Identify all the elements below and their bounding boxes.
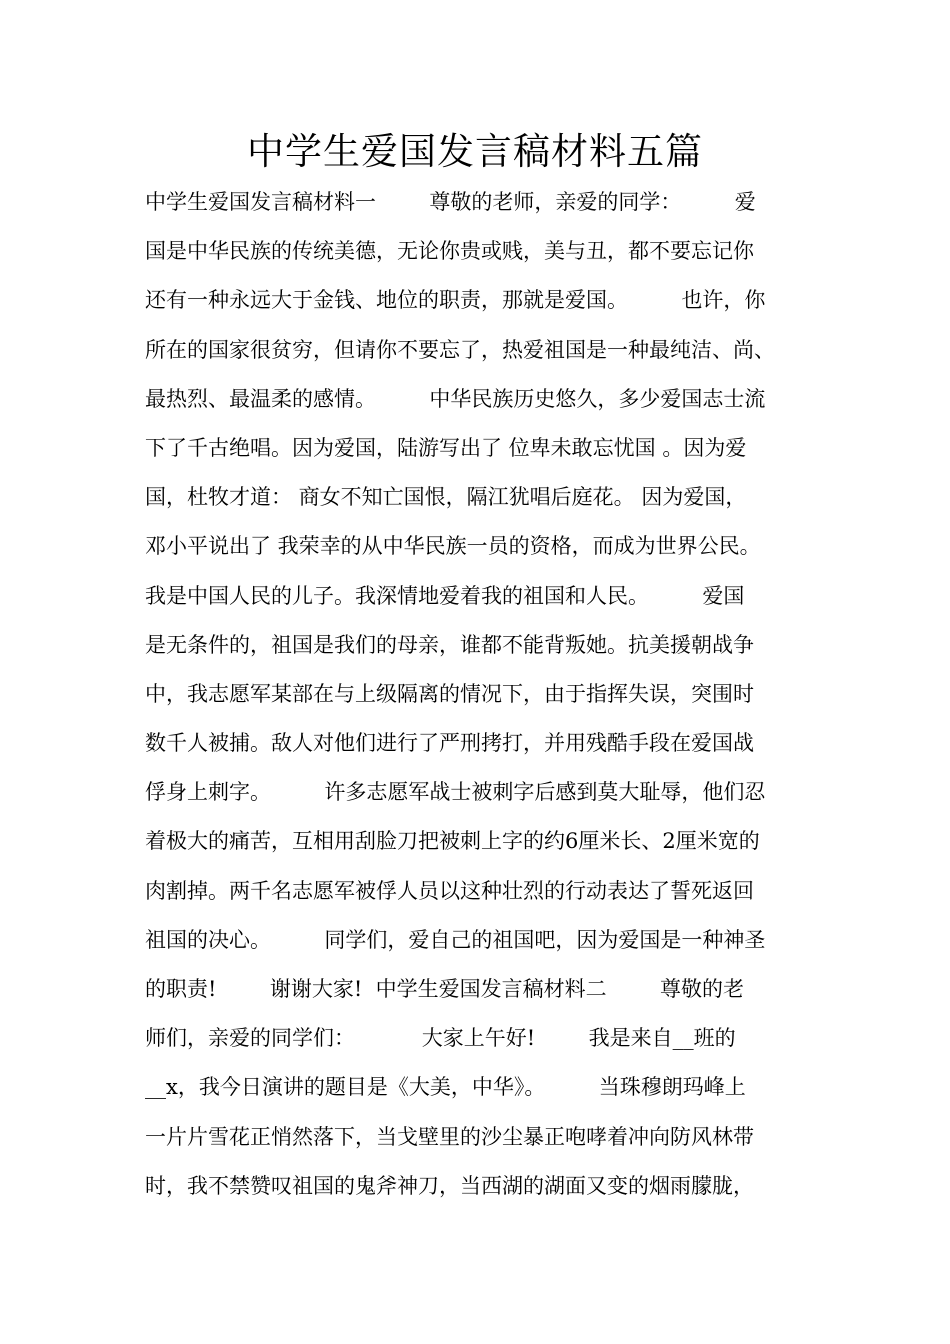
text-line: 我是中国人民的儿子。我深情地爱着我的祖国和人民。 爱国 [145,583,745,608]
text-line: 是无条件的，祖国是我们的母亲，谁都不能背叛她。抗美援朝战争 [145,632,754,657]
text-line: 下了千古绝唱。因为爱国，陆游写出了 位卑未敢忘忧国 。因为爱 [145,435,747,460]
text-line: 俘身上刺字。 许多志愿军战士被刺字后感到莫大耻辱，他们忍 [145,780,766,805]
text-line: 肉割掉。两千名志愿军被俘人员以这种壮烈的行动表达了誓死返回 [145,878,754,903]
text-line: __x，我今日演讲的题目是《大美，中华》。 当珠穆朗玛峰上 [145,1075,746,1100]
document-body [145,178,845,1211]
text-line: 邓小平说出了 我荣幸的从中华民族一员的资格，而成为世界公民。 [145,534,761,559]
text-line: 所在的国家很贫穷，但请你不要忘了，热爱祖国是一种最纯洁、尚、 [145,337,775,362]
text-line: 国，杜牧才道： 商女不知亡国恨，隔江犹唱后庭花。 因为爱国， [145,485,747,510]
text-line: 师们，亲爱的同学们： 大家上午好! 我是来自__班的 [145,1026,736,1051]
text-line: 最热烈、最温柔的感情。 中华民族历史悠久，多少爱国志士流 [145,386,766,411]
text-line: 中，我志愿军某部在与上级隔离的情况下，由于指挥失误，突围时 [145,681,754,706]
text-line: 的职责! 谢谢大家! 中学生爱国发言稿材料二 尊敬的老 [145,977,745,1001]
text-line: 一片片雪花正悄然落下，当戈壁里的沙尘暴正咆哮着冲向防风林带 [145,1124,754,1149]
text-line: 祖国的决心。 同学们，爱自己的祖国吧，因为爱国是一种神圣 [145,927,766,952]
document-title: 中学生爱国发言稿材料五篇 [247,130,703,173]
text-line: 国是中华民族的传统美德，无论你贵或贱，美与丑，都不要忘记你 [145,239,754,264]
text-line: 数千人被捕。敌人对他们进行了严刑拷打，并用残酷手段在爱国战 [145,731,754,756]
text-line: 还有一种永远大于金钱、地位的职责，那就是爱国。 也许，你 [145,288,766,313]
text-line: 时，我不禁赞叹祖国的鬼斧神刀，当西湖的湖面又变的烟雨朦胧， [145,1173,754,1198]
text-line: 着极大的痛苦，互相用刮脸刀把被刺上字的约6厘米长、2厘米宽的 [145,829,760,854]
text-line: 中学生爱国发言稿材料一 尊敬的老师，亲爱的同学： 爱 [145,190,756,214]
